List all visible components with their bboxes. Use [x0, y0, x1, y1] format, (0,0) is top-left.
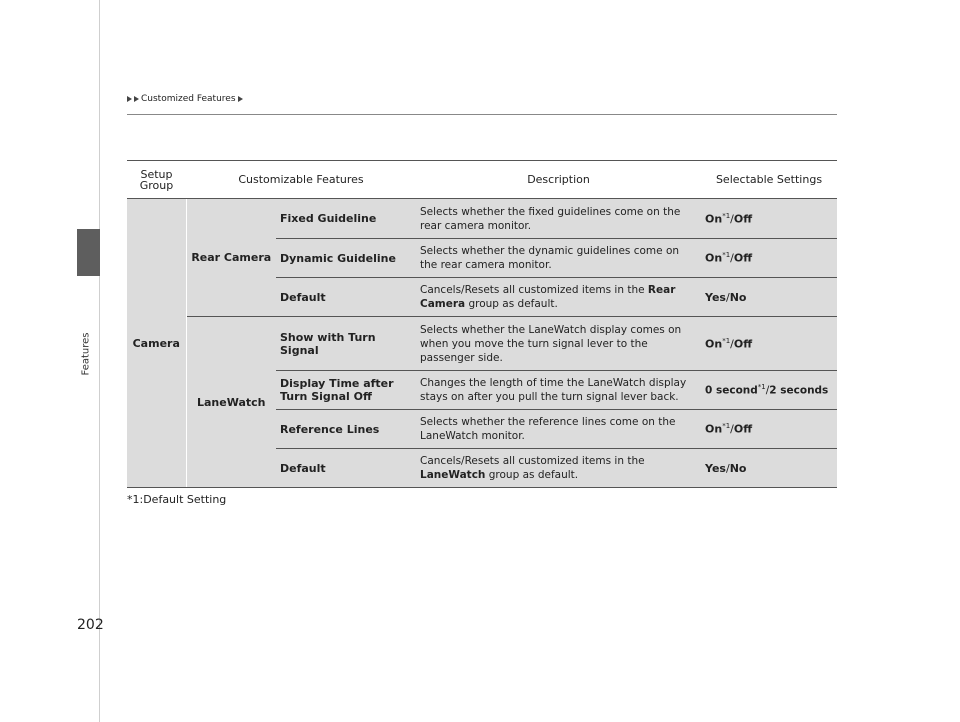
setup-group-cell: Camera	[127, 199, 186, 488]
page-number: 202	[77, 617, 104, 633]
customized-features-table	[127, 160, 837, 488]
subgroup-rear-camera: Rear Camera	[186, 199, 276, 317]
setting-options: 0 second$^{*1}$/2 seconds	[701, 371, 837, 410]
header-divider	[127, 114, 837, 115]
feature-description: Selects whether the dynamic guidelines come on the rear camera monitor.	[416, 239, 701, 278]
feature-description: Selects whether the LaneWatch display comes on when you move the turn signal lever to the passenger side.	[416, 317, 701, 371]
breadcrumb	[127, 94, 243, 104]
side-divider	[99, 0, 100, 722]
section-label: Features	[80, 332, 92, 376]
footnote	[127, 493, 226, 506]
setting-options: On$^{*1}$/Off	[701, 317, 837, 371]
table-row	[127, 199, 837, 239]
breadcrumb-arrow-icon	[134, 96, 139, 102]
header-description: Description	[416, 161, 701, 199]
footnote-mark: *1	[127, 493, 140, 506]
subgroup-lanewatch: LaneWatch	[186, 317, 276, 488]
header-setup-group: Setup Group	[127, 161, 186, 199]
setting-options: On$^{*1}$/Off	[701, 199, 837, 239]
setting-options: On$^{*1}$/Off	[701, 410, 837, 449]
feature-description: Selects whether the reference lines come on the LaneWatch monitor.	[416, 410, 701, 449]
setting-options: On$^{*1}$/Off	[701, 239, 837, 278]
breadcrumb-arrow-icon	[127, 96, 132, 102]
footnote-text: :Default Setting	[139, 493, 227, 506]
feature-name: Dynamic Guideline	[276, 239, 416, 278]
setting-options: Yes/No	[701, 278, 837, 317]
feature-description: Cancels/Resets all customized items in the LaneWatch group as default.	[416, 449, 701, 488]
section-tab-marker	[77, 229, 100, 276]
header-selectable-settings: Selectable Settings	[701, 161, 837, 199]
feature-name: Default	[276, 278, 416, 317]
feature-name: Default	[276, 449, 416, 488]
breadcrumb-arrow-icon	[238, 96, 243, 102]
feature-name: Show with Turn Signal	[276, 317, 416, 371]
breadcrumb-item[interactable]: Customized Features	[141, 94, 236, 104]
feature-name: Display Time after Turn Signal Off	[276, 371, 416, 410]
feature-description: Cancels/Resets all customized items in the Rear Camera group as default.	[416, 278, 701, 317]
setting-options: Yes/No	[701, 449, 837, 488]
feature-name: Reference Lines	[276, 410, 416, 449]
feature-description: Changes the length of time the LaneWatch display stays on after you pull the turn signal lever back.	[416, 371, 701, 410]
feature-description: Selects whether the fixed guidelines come on the rear camera monitor.	[416, 199, 701, 239]
table-row	[127, 317, 837, 371]
feature-name: Fixed Guideline	[276, 199, 416, 239]
header-customizable-features: Customizable Features	[186, 161, 416, 199]
table-header-row	[127, 161, 837, 199]
